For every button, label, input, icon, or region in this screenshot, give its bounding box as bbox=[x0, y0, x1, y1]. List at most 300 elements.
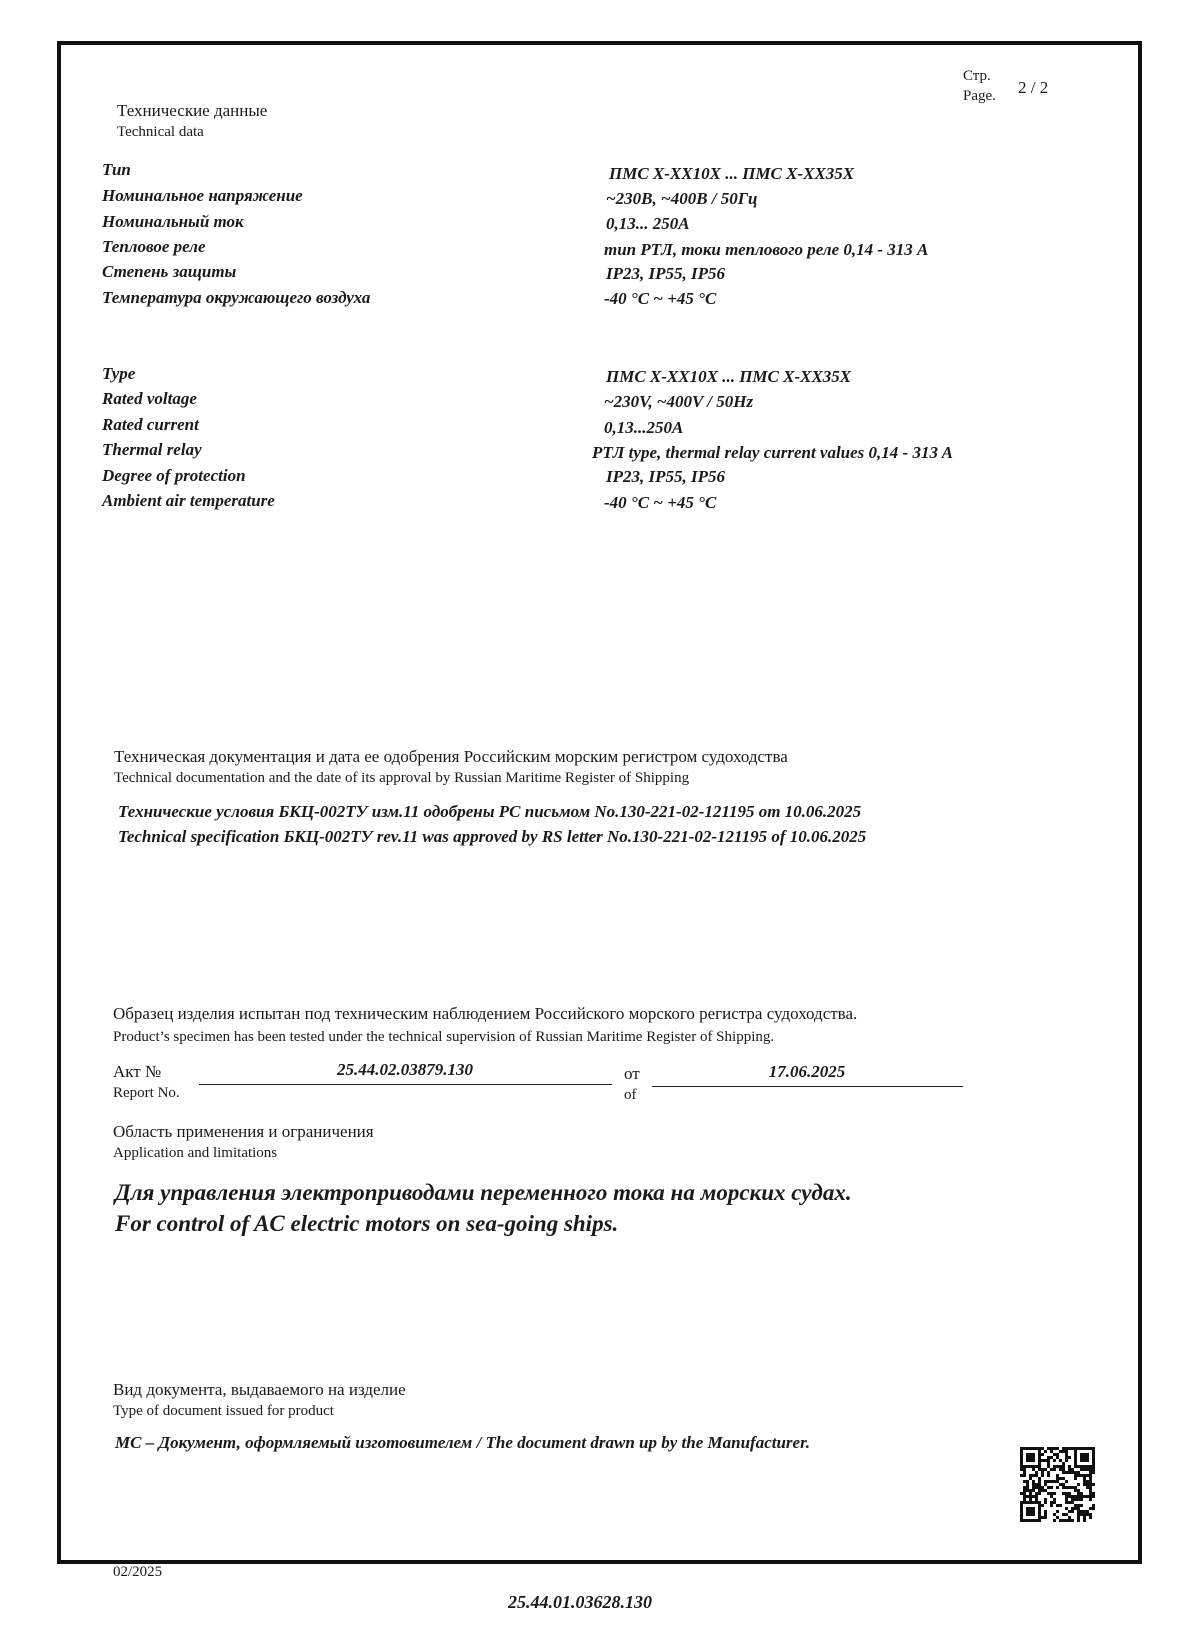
qr-module bbox=[1092, 1456, 1095, 1459]
qr-module bbox=[1092, 1495, 1095, 1498]
qr-module bbox=[1062, 1486, 1065, 1489]
qr-module bbox=[1077, 1447, 1080, 1450]
qr-module bbox=[1032, 1510, 1035, 1513]
qr-module bbox=[1083, 1465, 1086, 1468]
qr-module bbox=[1029, 1456, 1032, 1459]
qr-module bbox=[1065, 1486, 1068, 1489]
qr-module bbox=[1053, 1498, 1056, 1501]
qr-module bbox=[1032, 1519, 1035, 1522]
qr-module bbox=[1074, 1462, 1077, 1465]
qr-module bbox=[1068, 1465, 1071, 1468]
qr-module bbox=[1038, 1477, 1041, 1480]
qr-module bbox=[1035, 1492, 1038, 1495]
qr-module bbox=[1029, 1507, 1032, 1510]
qr-module bbox=[1056, 1447, 1059, 1450]
qr-module bbox=[1026, 1501, 1029, 1504]
spec-en-value: IP23, IP55, IP56 bbox=[606, 467, 725, 486]
qr-module bbox=[1041, 1459, 1044, 1462]
qr-module bbox=[1041, 1516, 1044, 1519]
qr-module bbox=[1047, 1492, 1050, 1495]
qr-module bbox=[1020, 1456, 1023, 1459]
qr-module bbox=[1023, 1501, 1026, 1504]
qr-module bbox=[1074, 1459, 1077, 1462]
qr-module bbox=[1050, 1492, 1053, 1495]
documentation-spec-en: Technical specification БКЦ-002ТУ rev.11 was approved by RS letter No.130-221-02-121195 of 10.06.2025 bbox=[118, 827, 867, 846]
qr-module bbox=[1041, 1489, 1044, 1492]
qr-module bbox=[1077, 1471, 1080, 1474]
qr-module bbox=[1065, 1507, 1068, 1510]
qr-module bbox=[1026, 1456, 1029, 1459]
qr-module bbox=[1068, 1486, 1071, 1489]
qr-module bbox=[1080, 1510, 1083, 1513]
qr-module bbox=[1047, 1459, 1050, 1462]
qr-module bbox=[1086, 1486, 1089, 1489]
qr-module bbox=[1047, 1474, 1050, 1477]
qr-module bbox=[1026, 1510, 1029, 1513]
qr-module bbox=[1053, 1459, 1056, 1462]
qr-module bbox=[1050, 1504, 1053, 1507]
qr-module bbox=[1029, 1447, 1032, 1450]
qr-module bbox=[1059, 1477, 1062, 1480]
qr-module bbox=[1035, 1519, 1038, 1522]
qr-module bbox=[1038, 1492, 1041, 1495]
qr-module bbox=[1071, 1498, 1074, 1501]
qr-module bbox=[1053, 1501, 1056, 1504]
qr-module bbox=[1068, 1501, 1071, 1504]
qr-module bbox=[1020, 1453, 1023, 1456]
qr-module bbox=[1080, 1447, 1083, 1450]
qr-module bbox=[1041, 1486, 1044, 1489]
qr-module bbox=[1047, 1465, 1050, 1468]
qr-module bbox=[1089, 1516, 1092, 1519]
qr-module bbox=[1020, 1465, 1023, 1468]
application-text-ru: Для управления электроприводами переменного тока на морских судах. bbox=[115, 1180, 852, 1205]
qr-module bbox=[1080, 1495, 1083, 1498]
qr-module bbox=[1059, 1450, 1062, 1453]
document-number: 25.44.01.03628.130 bbox=[508, 1592, 652, 1612]
qr-module bbox=[1092, 1504, 1095, 1507]
spec-en-label: Degree of protection bbox=[102, 466, 246, 485]
qr-module bbox=[1026, 1453, 1029, 1456]
qr-module bbox=[1020, 1513, 1023, 1516]
qr-module bbox=[1050, 1456, 1053, 1459]
qr-module bbox=[1044, 1513, 1047, 1516]
qr-module bbox=[1020, 1450, 1023, 1453]
qr-module bbox=[1080, 1453, 1083, 1456]
qr-module bbox=[1047, 1480, 1050, 1483]
qr-module bbox=[1080, 1468, 1083, 1471]
qr-module bbox=[1050, 1495, 1053, 1498]
qr-module bbox=[1020, 1459, 1023, 1462]
qr-module bbox=[1029, 1465, 1032, 1468]
qr-module bbox=[1074, 1477, 1077, 1480]
qr-module bbox=[1035, 1486, 1038, 1489]
qr-module bbox=[1038, 1453, 1041, 1456]
testing-statement-ru: Образец изделия испытан под техническим наблюдением Российского морского регистра судоходства. bbox=[113, 1004, 858, 1023]
qr-module bbox=[1038, 1510, 1041, 1513]
documentation-heading-ru: Техническая документация и дата ее одобрения Российским морским регистром судоходства bbox=[114, 747, 788, 766]
qr-module bbox=[1032, 1447, 1035, 1450]
qr-module bbox=[1068, 1516, 1071, 1519]
qr-module bbox=[1065, 1501, 1068, 1504]
qr-module bbox=[1044, 1516, 1047, 1519]
qr-module bbox=[1074, 1450, 1077, 1453]
qr-module bbox=[1041, 1471, 1044, 1474]
qr-module bbox=[1029, 1489, 1032, 1492]
qr-module bbox=[1035, 1483, 1038, 1486]
qr-module bbox=[1038, 1465, 1041, 1468]
qr-module bbox=[1026, 1459, 1029, 1462]
qr-module bbox=[1068, 1495, 1071, 1498]
spec-en-label: Thermal relay bbox=[102, 440, 202, 459]
qr-module bbox=[1086, 1480, 1089, 1483]
qr-module bbox=[1032, 1474, 1035, 1477]
qr-module bbox=[1086, 1453, 1089, 1456]
qr-module bbox=[1032, 1495, 1035, 1498]
qr-module bbox=[1071, 1507, 1074, 1510]
qr-module bbox=[1065, 1495, 1068, 1498]
qr-module bbox=[1092, 1492, 1095, 1495]
qr-module bbox=[1032, 1456, 1035, 1459]
qr-module bbox=[1050, 1501, 1053, 1504]
qr-module bbox=[1080, 1459, 1083, 1462]
qr-module bbox=[1038, 1501, 1041, 1504]
qr-module bbox=[1053, 1465, 1056, 1468]
qr-module bbox=[1044, 1450, 1047, 1453]
qr-module bbox=[1080, 1456, 1083, 1459]
qr-module bbox=[1032, 1468, 1035, 1471]
qr-module bbox=[1062, 1465, 1065, 1468]
document-type-text: МС – Документ, оформляемый изготовителем / The document drawn up by the Manufacturer. bbox=[115, 1433, 811, 1452]
qr-module bbox=[1062, 1477, 1065, 1480]
qr-module bbox=[1074, 1465, 1077, 1468]
spec-ru-value: ~230В, ~400В / 50Гц bbox=[606, 189, 758, 208]
qr-module bbox=[1065, 1492, 1068, 1495]
qr-module bbox=[1080, 1465, 1083, 1468]
document-type-heading-ru: Вид документа, выдаваемого на изделие bbox=[113, 1380, 406, 1399]
qr-module bbox=[1059, 1468, 1062, 1471]
qr-module bbox=[1089, 1495, 1092, 1498]
qr-module bbox=[1077, 1516, 1080, 1519]
spec-en-value: 0,13...250A bbox=[604, 418, 684, 437]
act-date: 17.06.2025 bbox=[768, 1062, 846, 1081]
spec-en-value: -40 °C ~ +45 °C bbox=[604, 493, 717, 512]
qr-module bbox=[1056, 1480, 1059, 1483]
date-label-ru: от bbox=[624, 1064, 640, 1083]
qr-module bbox=[1083, 1456, 1086, 1459]
qr-module bbox=[1071, 1471, 1074, 1474]
qr-module bbox=[1074, 1447, 1077, 1450]
qr-module bbox=[1053, 1468, 1056, 1471]
qr-module bbox=[1071, 1510, 1074, 1513]
spec-en-label: Type bbox=[102, 364, 136, 383]
qr-module bbox=[1026, 1489, 1029, 1492]
qr-module bbox=[1026, 1465, 1029, 1468]
qr-module bbox=[1062, 1471, 1065, 1474]
qr-module bbox=[1038, 1450, 1041, 1453]
qr-module bbox=[1032, 1489, 1035, 1492]
qr-module bbox=[1074, 1507, 1077, 1510]
qr-module bbox=[1077, 1495, 1080, 1498]
qr-module bbox=[1053, 1453, 1056, 1456]
qr-module bbox=[1086, 1483, 1089, 1486]
qr-module bbox=[1038, 1489, 1041, 1492]
qr-module bbox=[1089, 1483, 1092, 1486]
qr-module bbox=[1044, 1510, 1047, 1513]
qr-module bbox=[1026, 1507, 1029, 1510]
qr-module bbox=[1038, 1486, 1041, 1489]
qr-module bbox=[1029, 1492, 1032, 1495]
spec-en-value: ПМС X-XX10X ... ПМС X-XX35X bbox=[606, 367, 852, 386]
qr-module bbox=[1071, 1468, 1074, 1471]
spec-ru-value: 0,13... 250А bbox=[606, 214, 690, 233]
qr-module bbox=[1068, 1519, 1071, 1522]
qr-module bbox=[1020, 1474, 1023, 1477]
qr-module bbox=[1023, 1495, 1026, 1498]
qr-module bbox=[1047, 1456, 1050, 1459]
spec-en-label: Rated current bbox=[102, 415, 199, 434]
qr-module bbox=[1068, 1510, 1071, 1513]
qr-module bbox=[1086, 1465, 1089, 1468]
qr-module bbox=[1029, 1453, 1032, 1456]
qr-module bbox=[1038, 1507, 1041, 1510]
qr-module bbox=[1086, 1456, 1089, 1459]
qr-module bbox=[1029, 1513, 1032, 1516]
qr-module bbox=[1092, 1507, 1095, 1510]
qr-module bbox=[1023, 1492, 1026, 1495]
page-label-en: Page. bbox=[963, 88, 996, 104]
qr-module bbox=[1089, 1447, 1092, 1450]
spec-ru-label: Температура окружающего воздуха bbox=[102, 288, 371, 307]
qr-module bbox=[1089, 1486, 1092, 1489]
qr-module bbox=[1083, 1459, 1086, 1462]
qr-module bbox=[1083, 1483, 1086, 1486]
qr-module bbox=[1065, 1498, 1068, 1501]
testing-statement-en: Product’s specimen has been tested under the technical supervision of Russian Maritime Register of Shipping. bbox=[113, 1029, 775, 1045]
document-type-heading-en: Type of document issued for product bbox=[113, 1403, 334, 1419]
qr-module bbox=[1089, 1507, 1092, 1510]
qr-module bbox=[1065, 1456, 1068, 1459]
spec-en-value: ~230V, ~400V / 50Hz bbox=[604, 392, 754, 411]
qr-module bbox=[1023, 1465, 1026, 1468]
qr-module bbox=[1062, 1519, 1065, 1522]
documentation-heading-en: Technical documentation and the date of its approval by Russian Maritime Register of Shipping bbox=[114, 770, 690, 786]
qr-module bbox=[1068, 1468, 1071, 1471]
qr-module bbox=[1083, 1513, 1086, 1516]
spec-ru-label: Номинальный ток bbox=[102, 212, 244, 231]
qr-module bbox=[1026, 1447, 1029, 1450]
qr-module bbox=[1059, 1483, 1062, 1486]
qr-module bbox=[1083, 1474, 1086, 1477]
qr-module bbox=[1077, 1483, 1080, 1486]
page-label-ru: Стр. bbox=[963, 68, 991, 84]
qr-module bbox=[1077, 1510, 1080, 1513]
qr-module bbox=[1023, 1468, 1026, 1471]
qr-module bbox=[1038, 1519, 1041, 1522]
qr-module bbox=[1020, 1507, 1023, 1510]
qr-module bbox=[1038, 1456, 1041, 1459]
qr-module bbox=[1056, 1510, 1059, 1513]
qr-module bbox=[1023, 1480, 1026, 1483]
qr-module bbox=[1086, 1474, 1089, 1477]
qr-module bbox=[1068, 1456, 1071, 1459]
qr-module bbox=[1032, 1459, 1035, 1462]
qr-module bbox=[1083, 1453, 1086, 1456]
qr-code bbox=[1020, 1447, 1095, 1522]
qr-module bbox=[1077, 1474, 1080, 1477]
qr-module bbox=[1062, 1513, 1065, 1516]
qr-module bbox=[1032, 1486, 1035, 1489]
qr-module bbox=[1074, 1495, 1077, 1498]
qr-module bbox=[1035, 1471, 1038, 1474]
qr-module bbox=[1089, 1471, 1092, 1474]
qr-module bbox=[1038, 1459, 1041, 1462]
qr-module bbox=[1059, 1465, 1062, 1468]
qr-module bbox=[1059, 1519, 1062, 1522]
qr-module bbox=[1089, 1498, 1092, 1501]
qr-module bbox=[1089, 1513, 1092, 1516]
qr-module bbox=[1089, 1468, 1092, 1471]
qr-module bbox=[1023, 1498, 1026, 1501]
spec-ru-label: Тепловое реле bbox=[102, 237, 206, 256]
qr-module bbox=[1062, 1492, 1065, 1495]
qr-module bbox=[1062, 1468, 1065, 1471]
qr-module bbox=[1026, 1495, 1029, 1498]
qr-module bbox=[1032, 1483, 1035, 1486]
qr-module bbox=[1086, 1513, 1089, 1516]
documentation-spec-ru: Технические условия БКЦ-002ТУ изм.11 одобрены РС письмом No.130-221-02-121195 от 10.06.2025 bbox=[118, 802, 862, 821]
qr-module bbox=[1038, 1462, 1041, 1465]
spec-en-label: Rated voltage bbox=[102, 389, 197, 408]
spec-ru-value: IP23, IP55, IP56 bbox=[606, 264, 725, 283]
qr-module bbox=[1062, 1483, 1065, 1486]
qr-module bbox=[1071, 1519, 1074, 1522]
date-label-en: of bbox=[624, 1087, 637, 1103]
qr-module bbox=[1071, 1495, 1074, 1498]
qr-module bbox=[1026, 1483, 1029, 1486]
qr-module bbox=[1044, 1501, 1047, 1504]
qr-module bbox=[1020, 1447, 1023, 1450]
application-heading-ru: Область применения и ограничения bbox=[113, 1122, 374, 1141]
qr-module bbox=[1056, 1486, 1059, 1489]
qr-module bbox=[1074, 1456, 1077, 1459]
qr-module bbox=[1056, 1474, 1059, 1477]
qr-module bbox=[1029, 1474, 1032, 1477]
qr-module bbox=[1035, 1501, 1038, 1504]
qr-module bbox=[1029, 1501, 1032, 1504]
qr-module bbox=[1047, 1471, 1050, 1474]
qr-module bbox=[1050, 1480, 1053, 1483]
qr-module bbox=[1032, 1465, 1035, 1468]
application-text-en: For control of AC electric motors on sea-going ships. bbox=[115, 1211, 619, 1236]
qr-module bbox=[1041, 1453, 1044, 1456]
qr-module bbox=[1080, 1498, 1083, 1501]
spec-ru-label: Тип bbox=[102, 160, 131, 179]
qr-module bbox=[1038, 1504, 1041, 1507]
qr-module bbox=[1038, 1480, 1041, 1483]
qr-module bbox=[1062, 1462, 1065, 1465]
qr-module bbox=[1020, 1492, 1023, 1495]
qr-module bbox=[1092, 1468, 1095, 1471]
qr-module bbox=[1053, 1519, 1056, 1522]
qr-module bbox=[1074, 1486, 1077, 1489]
qr-module bbox=[1065, 1459, 1068, 1462]
qr-module bbox=[1032, 1480, 1035, 1483]
qr-module bbox=[1053, 1513, 1056, 1516]
technical-data-title-en: Technical data bbox=[117, 124, 204, 140]
qr-module bbox=[1020, 1516, 1023, 1519]
qr-module bbox=[1029, 1477, 1032, 1480]
qr-module bbox=[1074, 1489, 1077, 1492]
qr-module bbox=[1044, 1459, 1047, 1462]
qr-module bbox=[1044, 1468, 1047, 1471]
qr-module bbox=[1056, 1453, 1059, 1456]
qr-module bbox=[1056, 1465, 1059, 1468]
qr-module bbox=[1050, 1447, 1053, 1450]
qr-module bbox=[1074, 1471, 1077, 1474]
spec-ru-value: ПМС X-XX10X ... ПМС X-XX35X bbox=[609, 164, 855, 183]
qr-module bbox=[1056, 1516, 1059, 1519]
qr-module bbox=[1044, 1483, 1047, 1486]
qr-module bbox=[1092, 1462, 1095, 1465]
qr-module bbox=[1020, 1462, 1023, 1465]
qr-module bbox=[1074, 1453, 1077, 1456]
qr-module bbox=[1062, 1450, 1065, 1453]
qr-module bbox=[1035, 1465, 1038, 1468]
qr-module bbox=[1089, 1489, 1092, 1492]
qr-module bbox=[1086, 1510, 1089, 1513]
act-date-underline bbox=[652, 1086, 963, 1087]
qr-module bbox=[1077, 1513, 1080, 1516]
qr-module bbox=[1062, 1447, 1065, 1450]
qr-module bbox=[1035, 1447, 1038, 1450]
qr-module bbox=[1071, 1486, 1074, 1489]
qr-module bbox=[1083, 1477, 1086, 1480]
qr-module bbox=[1032, 1453, 1035, 1456]
qr-module bbox=[1092, 1447, 1095, 1450]
qr-module bbox=[1053, 1447, 1056, 1450]
qr-module bbox=[1086, 1495, 1089, 1498]
spec-ru-label: Степень защиты bbox=[102, 262, 237, 281]
qr-module bbox=[1068, 1471, 1071, 1474]
qr-module bbox=[1065, 1480, 1068, 1483]
qr-module bbox=[1020, 1510, 1023, 1513]
qr-module bbox=[1065, 1519, 1068, 1522]
qr-module bbox=[1083, 1447, 1086, 1450]
qr-module bbox=[1083, 1519, 1086, 1522]
qr-module bbox=[1068, 1492, 1071, 1495]
qr-module bbox=[1065, 1513, 1068, 1516]
qr-module bbox=[1092, 1453, 1095, 1456]
qr-module bbox=[1053, 1480, 1056, 1483]
qr-module bbox=[1020, 1468, 1023, 1471]
qr-module bbox=[1089, 1474, 1092, 1477]
qr-module bbox=[1092, 1465, 1095, 1468]
qr-module bbox=[1026, 1486, 1029, 1489]
qr-module bbox=[1029, 1495, 1032, 1498]
spec-en-value: РТЛ type, thermal relay current values 0,14 - 313 A bbox=[592, 443, 953, 462]
qr-module bbox=[1077, 1507, 1080, 1510]
qr-module bbox=[1077, 1504, 1080, 1507]
qr-module bbox=[1053, 1492, 1056, 1495]
qr-module bbox=[1092, 1450, 1095, 1453]
qr-module bbox=[1059, 1504, 1062, 1507]
qr-module bbox=[1071, 1501, 1074, 1504]
spec-ru-label: Номинальное напряжение bbox=[102, 186, 303, 205]
qr-module bbox=[1065, 1453, 1068, 1456]
qr-module bbox=[1089, 1480, 1092, 1483]
qr-module bbox=[1080, 1474, 1083, 1477]
